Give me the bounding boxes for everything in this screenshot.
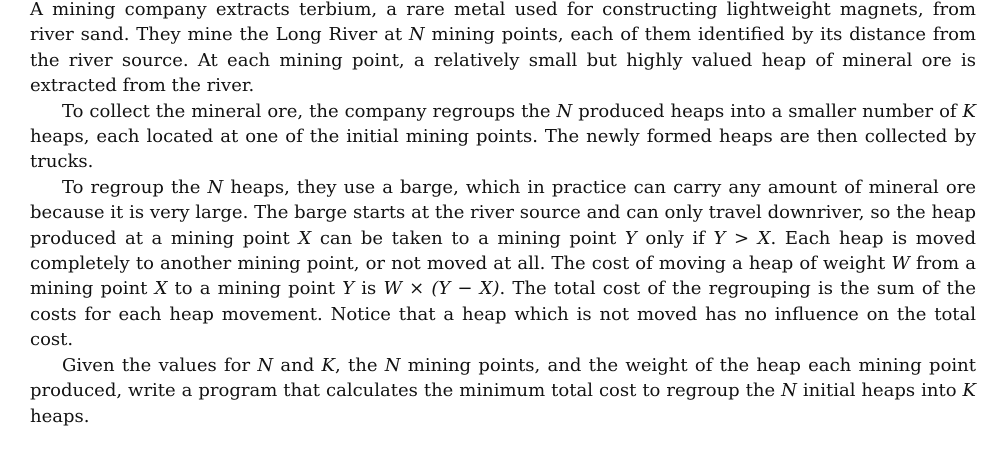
math-symbol: K — [962, 100, 976, 122]
text-run: can be taken to a mining point — [311, 227, 625, 249]
text-run: heaps, each located at one of the initial mining points. The newly formed heaps are then collected by trucks. — [30, 126, 976, 173]
math-symbol: Y — [624, 227, 637, 249]
text-run: A mining company extracts terbium, a rare metal used for constructing lightweight magnets, from river sand. They mine the Long River at — [30, 0, 976, 46]
text-run: to a mining point — [167, 278, 343, 300]
paragraph-regroup — [30, 99, 976, 175]
math-symbol: N — [207, 176, 224, 198]
text-run: heaps. — [30, 405, 90, 427]
text-run: initial heaps into — [796, 380, 963, 402]
paragraph-task — [30, 353, 976, 429]
text-run: Given the values for — [62, 354, 258, 376]
math-symbol: K — [962, 380, 976, 402]
math-symbol: X — [298, 227, 312, 249]
math-symbol: N — [257, 354, 274, 376]
math-symbol: Y — [342, 278, 355, 300]
text-run: from a mining point — [30, 253, 976, 300]
text-run: heaps, they use a barge, which in practice can carry any amount of mineral ore because it is very large. The barge starts at the river source and can only travel downriver, so the heap produced at a mining point — [30, 176, 976, 249]
math-symbol: Y > X — [713, 227, 771, 249]
math-symbol: N — [384, 354, 401, 376]
text-run: . Each heap is moved completely to another mining point, or not moved at all. The cost of moving a heap of weight — [30, 227, 976, 275]
text-run: . The total cost of the regrouping is the sum of the costs for each heap movement. Notice that a heap which is not moved has no influence on the total cost. — [30, 278, 976, 351]
math-symbol: N — [781, 380, 797, 402]
text-run: mining points, and the weight of the heap each mining point produced, write a program that calculates the minimum total cost to regroup the — [30, 354, 976, 402]
text-run: mining points, each of them identified by its distance from the river source. At each mining point, a relatively small but highly valued heap of mineral ore is extracted from the river. — [30, 24, 976, 97]
text-run: and — [273, 354, 322, 376]
math-symbol: W × (Y − X) — [383, 278, 500, 300]
math-symbol: N — [556, 100, 573, 122]
text-run: produced heaps into a smaller number of — [572, 100, 963, 122]
math-symbol: X — [154, 278, 168, 300]
text-run: To regroup the — [62, 176, 208, 198]
paragraph-intro — [30, 0, 976, 99]
math-symbol: N — [408, 24, 425, 46]
math-symbol: W — [891, 253, 910, 275]
math-symbol: K — [321, 354, 335, 376]
text-run: is — [354, 278, 384, 300]
paragraph-barge — [30, 175, 976, 353]
text-run: only if — [636, 227, 714, 249]
problem-statement — [30, 0, 976, 429]
text-run: To collect the mineral ore, the company regroups the — [62, 100, 557, 122]
text-run: , the — [335, 354, 385, 376]
